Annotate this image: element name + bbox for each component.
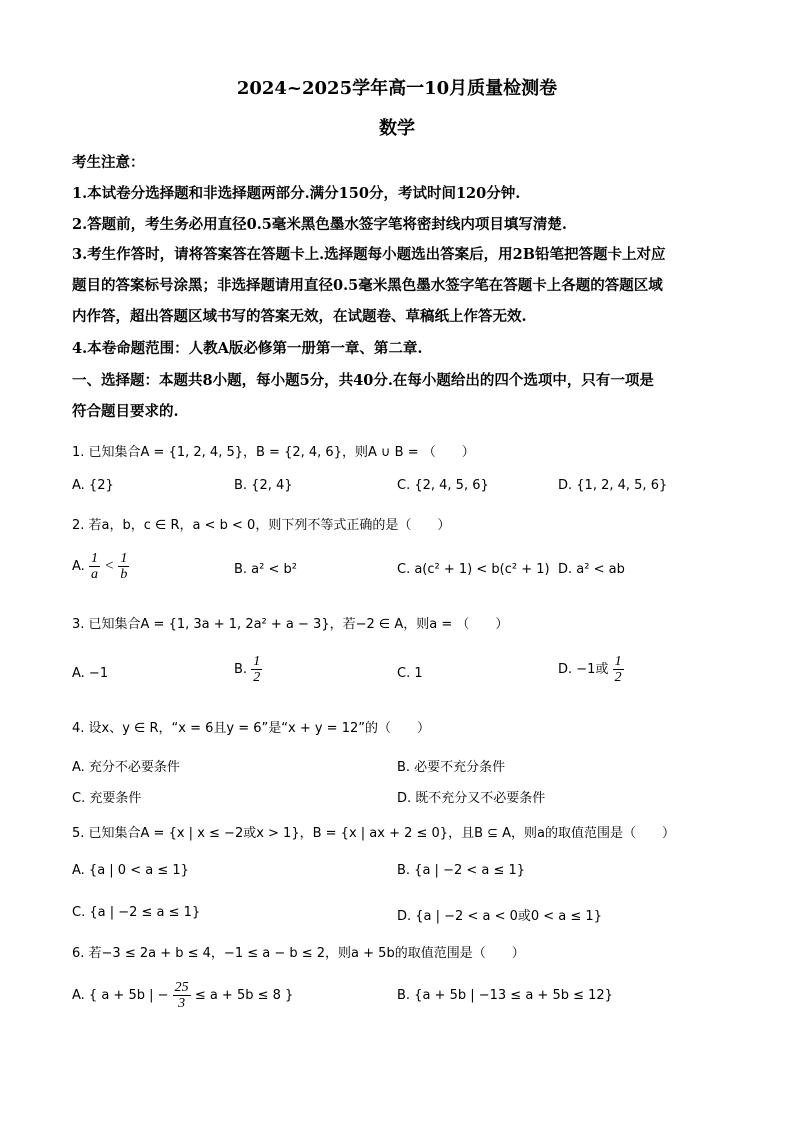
question-2-option-d: D. a² < ab: [558, 562, 625, 577]
question-4-stem: 4. 设x、y ∈ R，“x = 6且y = 6”是“x + y = 12”的（ ）: [72, 721, 430, 736]
notice-item-3-cont: 题目的答案标号涂黑；非选择题请用直径0.5毫米黑色墨水签字笔在答题卡上各题的答题区域: [72, 277, 663, 294]
question-3-option-a: A. −1: [72, 666, 109, 681]
fraction-1-over-2: $\frac{1}{2}$: [253, 654, 261, 685]
question-3-option-d-label: D. −1或: [558, 662, 609, 677]
notice-heading: 考生注意：: [72, 154, 145, 171]
question-4-option-a: A. 充分不必要条件: [72, 760, 180, 775]
question-5-option-c: C. {a | −2 ≤ a ≤ 1}: [72, 905, 201, 920]
question-1-stem: 1. 已知集合A = {1, 2, 4, 5}，B = {2, 4, 6}，则A ∪ B = （ ）: [72, 445, 475, 460]
question-1-option-b: B. {2, 4}: [234, 478, 293, 493]
section-heading-line1: 一、选择题：本题共8小题，每小题5分，共40分.在每小题给出的四个选项中，只有一项是: [72, 372, 654, 389]
question-2-option-c: C. a(c² + 1) < b(c² + 1): [397, 562, 550, 577]
question-6-option-a-tail: ≤ a + 5b ≤ 8 }: [194, 988, 294, 1003]
question-6-option-b: B. {a + 5b | −13 ≤ a + 5b ≤ 12}: [397, 988, 613, 1003]
question-5-option-b: B. {a | −2 < a ≤ 1}: [397, 863, 526, 878]
question-5-stem: 5. 已知集合A = {x | x ≤ −2或x > 1}，B = {x | ax + 2 ≤ 0}，且B ⊆ A，则a的取值范围是（ ）: [72, 826, 676, 841]
question-5-option-a: A. {a | 0 < a ≤ 1}: [72, 863, 189, 878]
question-3-option-c: C. 1: [397, 666, 423, 681]
question-2-option-b: B. a² < b²: [234, 562, 297, 577]
question-3-option-b-label: B.: [234, 662, 248, 677]
question-1-option-c: C. {2, 4, 5, 6}: [397, 478, 489, 493]
question-6-stem: 6. 若−3 ≤ 2a + b ≤ 4，−1 ≤ a − b ≤ 2，则a + 5b的取值范围是（ ）: [72, 946, 525, 961]
fraction-1-over-2-d: $\frac{1}{2}$: [614, 654, 622, 685]
question-4-option-d: D. 既不充分又不必要条件: [397, 791, 546, 806]
question-3-stem: 3. 已知集合A = {1, 3a + 1, 2a² + a − 3}，若−2 ∈ A，则a = （ ）: [72, 617, 509, 632]
question-3-option-d: [558, 654, 624, 685]
question-4-option-b: B. 必要不充分条件: [397, 760, 506, 775]
fraction-25-over-3: $\frac{25}{3}$: [174, 980, 189, 1011]
subject-title: 数学: [379, 118, 415, 139]
question-2-option-a: A. $\frac{1}{a}$ < $\frac{1}{b}$: [72, 551, 128, 582]
fraction-1-over-b: $\frac{1}{b}$: [120, 551, 128, 582]
notice-item-3-end: 内作答，超出答题区域书写的答案无效，在试题卷、草稿纸上作答无效.: [72, 308, 527, 325]
question-2-stem: 2. 若a，b，c ∈ R，a < b < 0，则下列不等式正确的是（ ）: [72, 518, 451, 533]
question-6-option-a: [72, 980, 293, 1011]
question-6-option-a-label: A. { a + 5b | −: [72, 988, 169, 1003]
question-3-option-b: [234, 654, 262, 685]
fraction-1-over-a: $\frac{1}{a}$: [90, 551, 98, 582]
section-heading-line2: 符合题目要求的.: [72, 403, 179, 420]
notice-item-2: 2.答题前，考生务必用直径0.5毫米黑色墨水签字笔将密封线内项目填写清楚.: [72, 216, 567, 233]
notice-item-1: 1.本试卷分选择题和非选择题两部分.满分150分，考试时间120分钟.: [72, 185, 521, 202]
question-5-option-d: D. {a | −2 < a < 0或0 < a ≤ 1}: [397, 909, 602, 924]
question-1-option-d: D. {1, 2, 4, 5, 6}: [558, 478, 668, 493]
exam-title: 2024~2025学年高一10月质量检测卷: [236, 78, 558, 99]
question-2-option-a-label: A.: [72, 559, 85, 574]
notice-item-4: 4.本卷命题范围：人教A版必修第一册第一章、第二章.: [72, 340, 423, 357]
question-1-option-a: A. {2}: [72, 478, 114, 493]
notice-item-3: 3.考生作答时，请将答案答在答题卡上.选择题每小题选出答案后，用2B铅笔把答题卡上对应: [72, 246, 666, 263]
question-4-option-c: C. 充要条件: [72, 791, 142, 806]
